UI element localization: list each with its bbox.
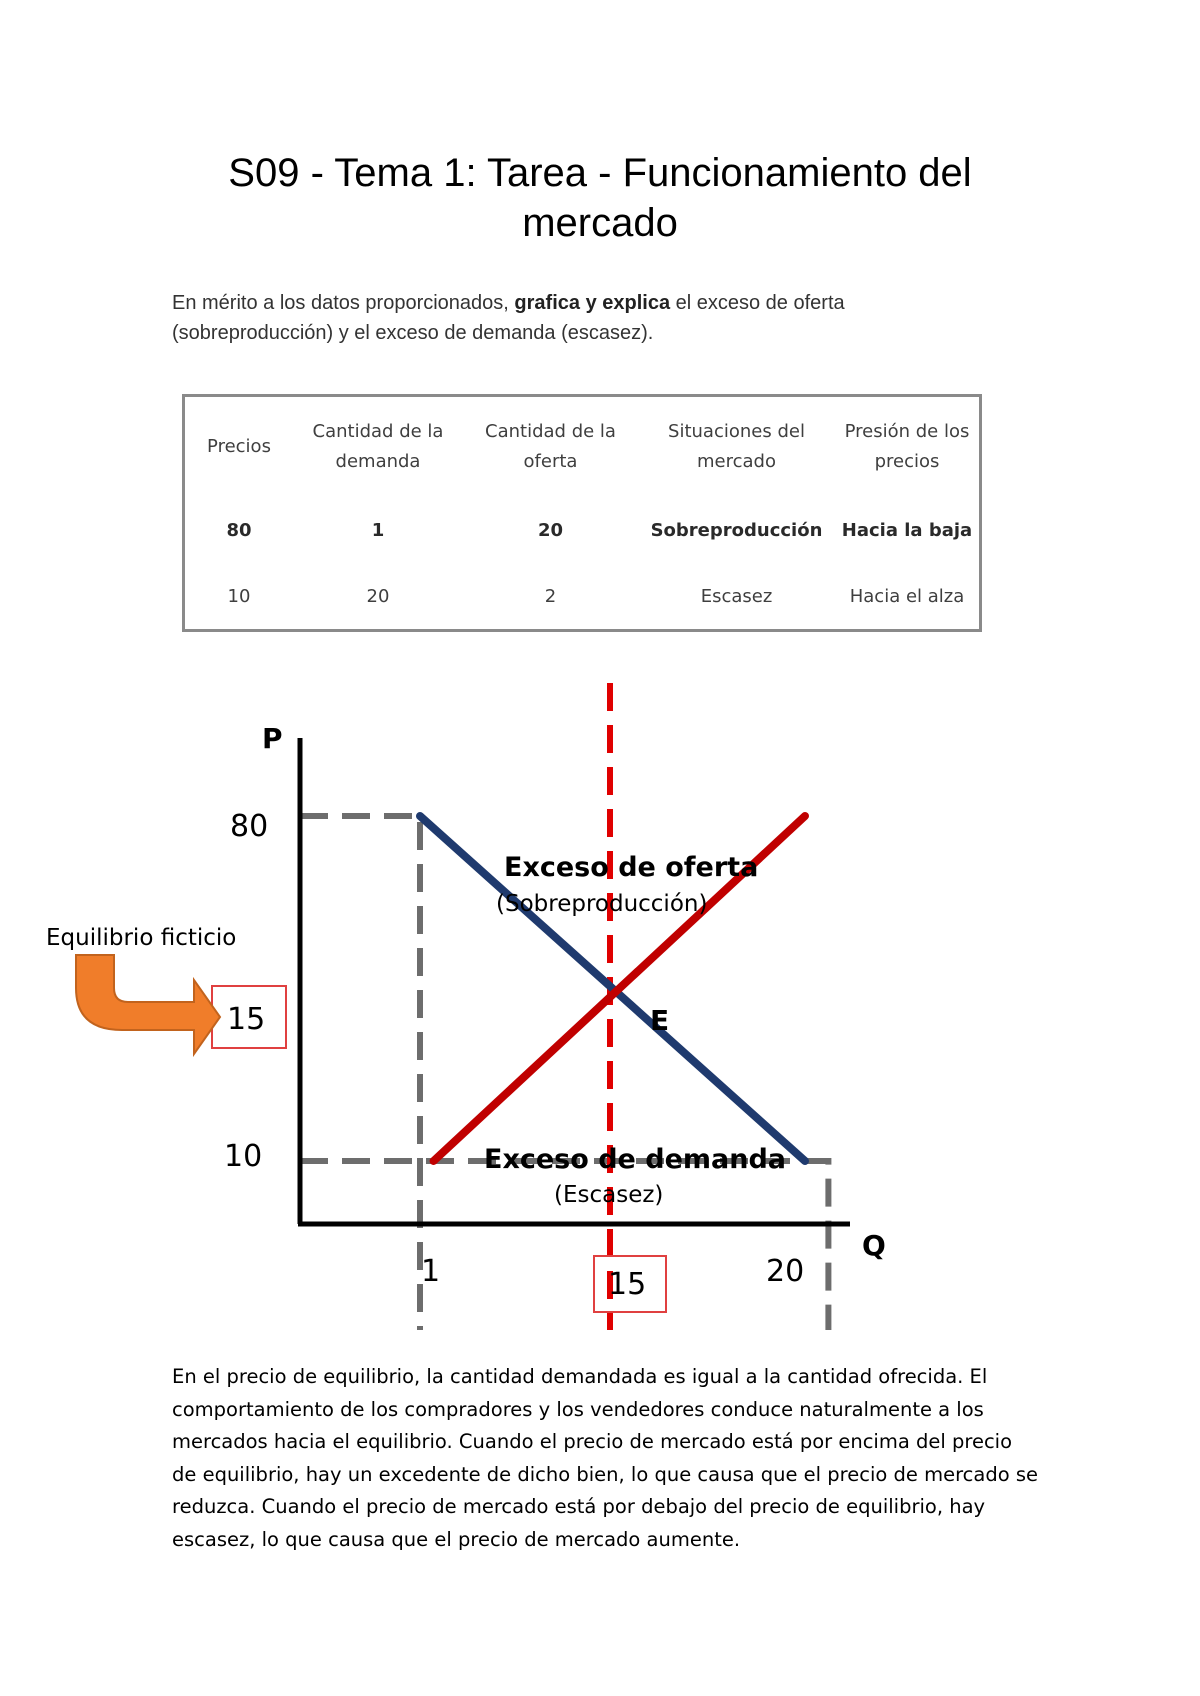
shortage-subtitle: (Escasez) xyxy=(554,1182,664,1208)
table-cell: 20 xyxy=(366,585,390,607)
table-header: Presión de los precios xyxy=(844,421,970,472)
table-cell: 10 xyxy=(227,585,251,607)
x-tick-label: 1 xyxy=(421,1254,441,1289)
title-line-2: mercado xyxy=(522,201,678,245)
table-cell: Hacia el alza xyxy=(849,585,965,607)
x-axis-label: Q xyxy=(862,1229,886,1262)
y-tick-label: 10 xyxy=(224,1139,263,1174)
guide-line xyxy=(300,816,420,1330)
intro-text-start: En mérito a los datos proporcionados, xyxy=(172,292,515,314)
table-header: Cantidad de la demanda xyxy=(312,421,444,472)
table-cell: 2 xyxy=(544,585,557,607)
market-table xyxy=(182,394,982,632)
arrow-icon xyxy=(76,955,220,1054)
table-header-row xyxy=(185,397,979,497)
table-header: Precios xyxy=(207,436,271,457)
intro-bold: grafica y explica xyxy=(514,292,671,314)
table-cell: 20 xyxy=(537,519,564,541)
table-cell: Sobreproducción xyxy=(650,519,823,541)
equilibrium-guide xyxy=(300,680,610,1330)
supply-demand-chart xyxy=(0,680,1200,1330)
x-tick-label: 20 xyxy=(766,1254,805,1289)
surplus-title: Exceso de oferta xyxy=(504,852,759,883)
intro-text-end: el exceso de oferta (sobreproducción) y el exceso de demanda (escasez). xyxy=(172,292,845,344)
table-row xyxy=(185,563,979,629)
table-header: Cantidad de la oferta xyxy=(485,421,616,472)
y-tick-label: 15 xyxy=(227,1002,266,1037)
explanation-paragraph: En el precio de equilibrio, la cantidad demandada es igual a la cantidad ofrecida. El comportamiento de los compradores y los vendedores conduce naturalmente a los mercados hacia el equilibrio. Cuando el precio de mercado está por encima del precio de equilibrio, hay un excedente de dicho bien, lo que causa que el precio de mercado se reduzca. Cuando el precio de mercado está por debajo del precio de equilibrio, hay escasez, lo que causa que el precio de mercado aumente. xyxy=(172,1365,1039,1551)
page-title xyxy=(120,148,1080,248)
y-tick-label: 80 xyxy=(230,809,269,844)
surplus-subtitle: (Sobreproducción) xyxy=(496,891,708,917)
y-axis-label: P xyxy=(262,722,283,755)
assignment-instructions xyxy=(172,288,992,348)
table-cell: Escasez xyxy=(700,585,773,607)
table-cell: 80 xyxy=(226,519,252,541)
fictitious-equilibrium-label: Equilibrio ficticio xyxy=(46,925,237,951)
equilibrium-label: E xyxy=(650,1004,670,1037)
table-cell: 1 xyxy=(371,519,385,541)
shortage-title: Exceso de demanda xyxy=(484,1144,786,1175)
x-tick-label: 15 xyxy=(608,1267,647,1302)
table-row xyxy=(185,497,979,563)
title-line-1: S09 - Tema 1: Tarea - Funcionamiento del xyxy=(228,151,972,195)
table-header: Situaciones del mercado xyxy=(668,421,805,472)
table-cell: Hacia la baja xyxy=(841,519,973,541)
